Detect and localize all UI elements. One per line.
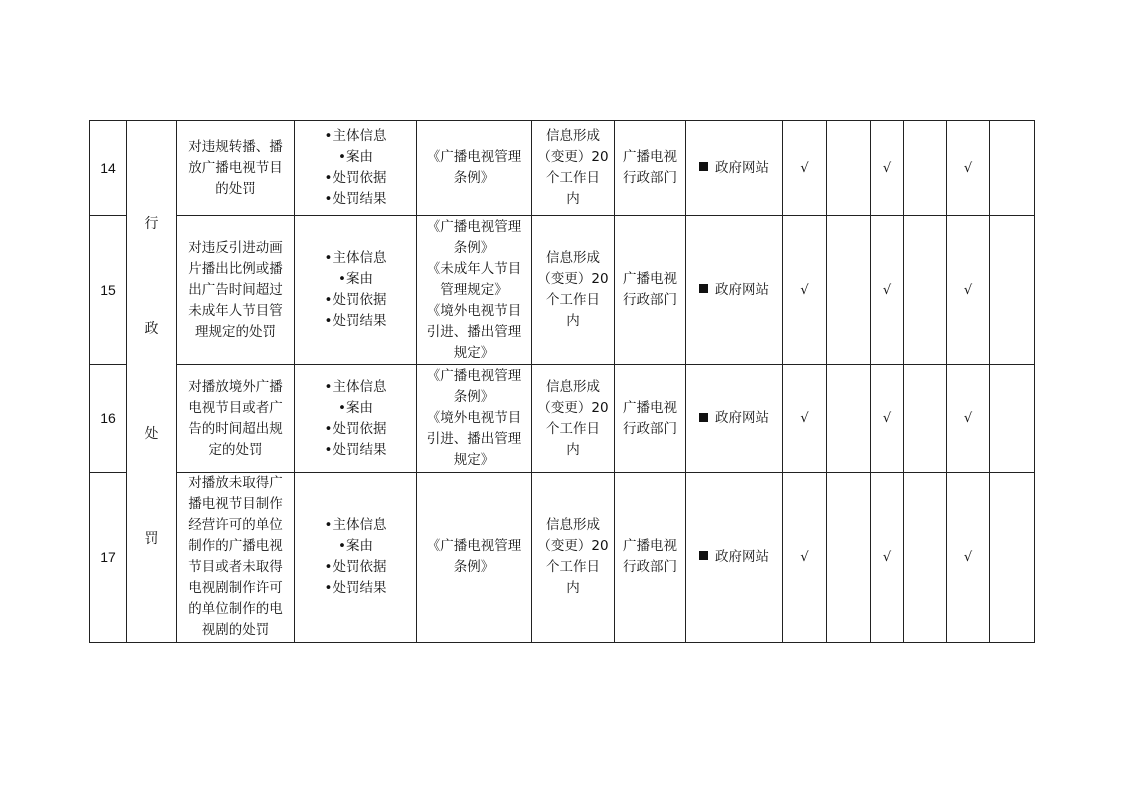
item-name-line: 对违反引进动画 xyxy=(188,239,283,256)
legal-basis-line: 引进、播出管理 xyxy=(426,431,522,448)
row-number: 14 xyxy=(90,121,127,216)
disclosure-channel xyxy=(686,216,783,365)
table-row xyxy=(90,472,1035,642)
disclosure-content-line: •处罚结果 xyxy=(324,313,387,330)
disclosure-time-line: 个工作日 xyxy=(546,559,600,576)
item-name xyxy=(177,472,295,642)
legal-basis-line: 规定》 xyxy=(453,452,495,469)
disclosure-content xyxy=(295,216,417,365)
category-char: 处 xyxy=(144,425,159,442)
square-bullet-icon xyxy=(699,413,708,422)
legal-basis-line: 《境外电视节目 xyxy=(426,410,522,427)
check-cell xyxy=(904,121,947,216)
disclosure-content-line: •主体信息 xyxy=(324,378,387,395)
disclosure-table xyxy=(89,120,1035,643)
item-name-line: 定的处罚 xyxy=(208,441,263,458)
disclosure-time-line: 内 xyxy=(566,580,580,597)
item-name xyxy=(177,121,295,216)
disclosure-time-line: 内 xyxy=(566,441,580,458)
item-name-line: 经营许可的单位 xyxy=(188,517,283,534)
row-number: 16 xyxy=(90,365,127,472)
item-name-line: 制作的广播电视 xyxy=(188,538,283,555)
square-bullet-icon xyxy=(699,551,708,560)
legal-basis-line: 《广播电视管理 xyxy=(426,368,522,385)
channel-label: 政府网站 xyxy=(715,159,769,176)
legal-basis xyxy=(417,472,532,642)
item-name-line: 片播出比例或播 xyxy=(188,260,283,277)
legal-basis xyxy=(417,216,532,365)
item-name-line: 的单位制作的电 xyxy=(188,601,283,618)
channel-label: 政府网站 xyxy=(715,281,769,298)
check-cell: √ xyxy=(947,216,990,365)
check-cell xyxy=(990,121,1035,216)
item-name-line: 对播放境外广播 xyxy=(188,378,283,395)
legal-basis-line: 引进、播出管理 xyxy=(426,323,522,340)
responsible-dept-line: 广播电视 xyxy=(623,271,677,288)
disclosure-time-line: 信息形成 xyxy=(546,378,600,395)
check-cell: √ xyxy=(947,365,990,472)
disclosure-time-line: （变更）20 xyxy=(537,149,609,166)
responsible-dept-line: 广播电视 xyxy=(623,149,677,166)
item-name-line: 节目或者未取得 xyxy=(188,559,283,576)
square-bullet-icon xyxy=(699,284,708,293)
category-char: 政 xyxy=(144,320,159,337)
item-name-line: 电视剧制作许可 xyxy=(188,580,283,597)
legal-basis-line: 规定》 xyxy=(453,344,495,361)
row-number: 15 xyxy=(90,216,127,365)
disclosure-channel xyxy=(686,365,783,472)
category-cell xyxy=(127,121,177,643)
disclosure-content-line: •案由 xyxy=(338,149,373,166)
disclosure-content-line: •处罚依据 xyxy=(324,559,387,576)
disclosure-channel xyxy=(686,121,783,216)
disclosure-time-line: 内 xyxy=(566,313,580,330)
disclosure-time-line: 个工作日 xyxy=(546,292,600,309)
check-cell: √ xyxy=(947,121,990,216)
item-name-line: 未成年人节目管 xyxy=(188,302,283,319)
item-name-line: 放广播电视节目 xyxy=(188,159,283,176)
legal-basis-line: 条例》 xyxy=(453,389,495,406)
row-number: 17 xyxy=(90,472,127,642)
disclosure-time-line: （变更）20 xyxy=(537,538,609,555)
check-cell xyxy=(904,216,947,365)
responsible-dept-line: 行政部门 xyxy=(623,420,677,437)
check-cell: √ xyxy=(871,216,904,365)
legal-basis-line: 管理规定》 xyxy=(440,281,508,298)
responsible-dept xyxy=(615,365,686,472)
disclosure-channel xyxy=(686,472,783,642)
item-name-line: 视剧的处罚 xyxy=(201,622,270,639)
legal-basis xyxy=(417,121,532,216)
disclosure-content-line: •处罚依据 xyxy=(324,292,387,309)
responsible-dept xyxy=(615,121,686,216)
item-name-line: 告的时间超出规 xyxy=(188,420,283,437)
check-cell xyxy=(904,365,947,472)
disclosure-content-line: •案由 xyxy=(338,271,373,288)
disclosure-time-line: 个工作日 xyxy=(546,420,600,437)
item-name-line: 对播放未取得广 xyxy=(188,475,283,492)
table-row xyxy=(90,365,1035,472)
disclosure-content-line: •处罚结果 xyxy=(324,191,387,208)
legal-basis-line: 条例》 xyxy=(453,559,495,576)
responsible-dept-line: 行政部门 xyxy=(623,170,677,187)
responsible-dept-line: 行政部门 xyxy=(623,559,677,576)
check-cell: √ xyxy=(871,472,904,642)
legal-basis-line: 条例》 xyxy=(453,239,495,256)
check-cell xyxy=(990,472,1035,642)
check-cell: √ xyxy=(871,121,904,216)
check-cell: √ xyxy=(783,365,827,472)
disclosure-content-line: •主体信息 xyxy=(324,517,387,534)
legal-basis-line: 《广播电视管理 xyxy=(426,218,522,235)
disclosure-time-line: 信息形成 xyxy=(546,517,600,534)
item-name-line: 对违规转播、播 xyxy=(188,138,283,155)
disclosure-content xyxy=(295,365,417,472)
disclosure-time xyxy=(532,216,615,365)
legal-basis-line: 《广播电视管理 xyxy=(426,149,522,166)
item-name-line: 的处罚 xyxy=(215,180,256,197)
item-name-line: 出广告时间超过 xyxy=(188,281,283,298)
table-body xyxy=(90,121,1035,643)
disclosure-content-line: •主体信息 xyxy=(324,128,387,145)
check-cell xyxy=(904,472,947,642)
check-cell: √ xyxy=(871,365,904,472)
disclosure-content-line: •处罚结果 xyxy=(324,441,387,458)
check-cell: √ xyxy=(783,472,827,642)
item-name-line: 理规定的处罚 xyxy=(195,323,276,340)
table-row xyxy=(90,216,1035,365)
category-char: 罚 xyxy=(144,530,159,547)
square-bullet-icon xyxy=(699,162,708,171)
disclosure-time-line: 信息形成 xyxy=(546,250,600,267)
responsible-dept-line: 广播电视 xyxy=(623,399,677,416)
channel-label: 政府网站 xyxy=(715,548,769,565)
disclosure-content-line: •处罚依据 xyxy=(324,420,387,437)
disclosure-time xyxy=(532,365,615,472)
item-name-line: 播电视节目制作 xyxy=(188,496,283,513)
disclosure-time-line: （变更）20 xyxy=(537,271,609,288)
check-cell xyxy=(827,472,871,642)
category-char: 行 xyxy=(144,215,159,232)
item-name xyxy=(177,216,295,365)
legal-basis xyxy=(417,365,532,472)
disclosure-content xyxy=(295,121,417,216)
legal-basis-line: 《境外电视节目 xyxy=(426,302,522,319)
legal-basis-line: 条例》 xyxy=(453,170,495,187)
responsible-dept xyxy=(615,472,686,642)
disclosure-content-line: •主体信息 xyxy=(324,250,387,267)
responsible-dept-line: 广播电视 xyxy=(623,538,677,555)
check-cell: √ xyxy=(783,216,827,365)
check-cell xyxy=(990,365,1035,472)
disclosure-content-line: •案由 xyxy=(338,399,373,416)
item-name-line: 电视节目或者广 xyxy=(188,399,283,416)
check-cell xyxy=(827,216,871,365)
check-cell xyxy=(827,365,871,472)
check-cell: √ xyxy=(947,472,990,642)
table-row xyxy=(90,121,1035,216)
disclosure-content xyxy=(295,472,417,642)
disclosure-time-line: 个工作日 xyxy=(546,170,600,187)
disclosure-time-line: （变更）20 xyxy=(537,399,609,416)
channel-label: 政府网站 xyxy=(715,410,769,427)
disclosure-content-line: •处罚结果 xyxy=(324,580,387,597)
responsible-dept-line: 行政部门 xyxy=(623,292,677,309)
responsible-dept xyxy=(615,216,686,365)
legal-basis-line: 《未成年人节目 xyxy=(426,260,522,277)
check-cell xyxy=(827,121,871,216)
disclosure-content-line: •案由 xyxy=(338,538,373,555)
check-cell xyxy=(990,216,1035,365)
check-cell: √ xyxy=(783,121,827,216)
item-name xyxy=(177,365,295,472)
legal-basis-line: 《广播电视管理 xyxy=(426,538,522,555)
disclosure-time-line: 信息形成 xyxy=(546,128,600,145)
disclosure-time-line: 内 xyxy=(566,191,580,208)
disclosure-time xyxy=(532,121,615,216)
disclosure-time xyxy=(532,472,615,642)
disclosure-content-line: •处罚依据 xyxy=(324,170,387,187)
